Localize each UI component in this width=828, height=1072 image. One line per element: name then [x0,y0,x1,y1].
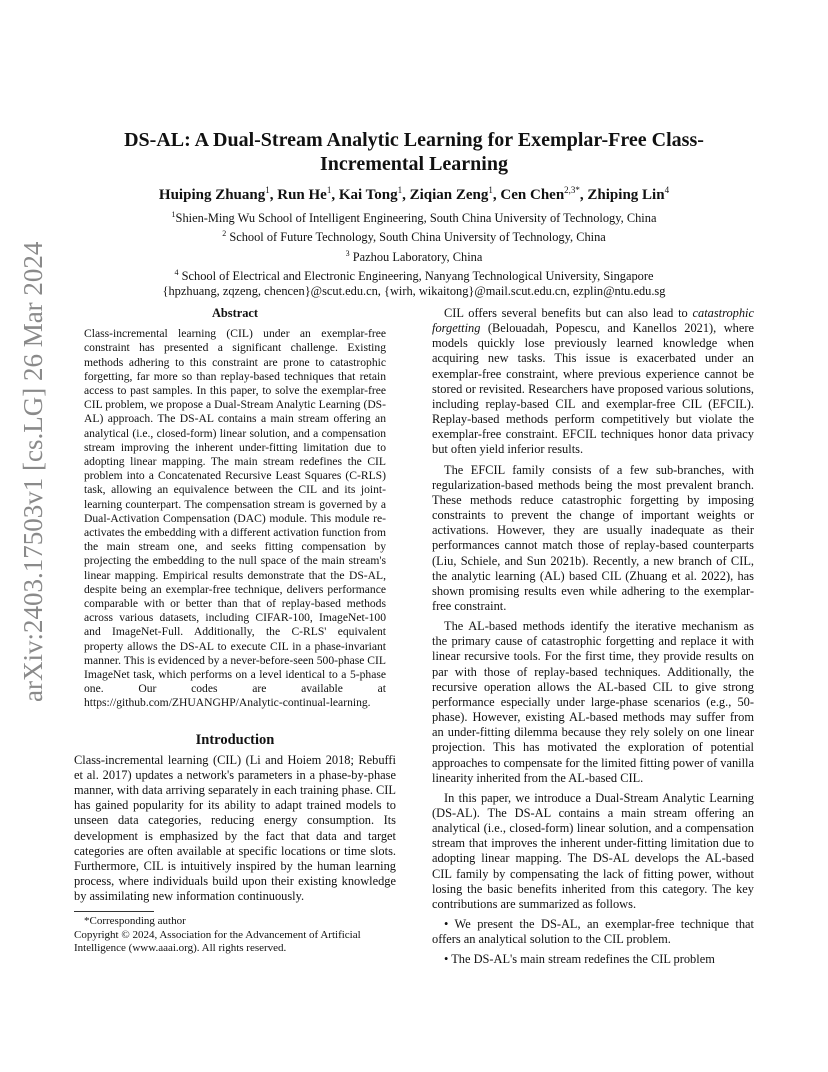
author-list: Huiping Zhuang$^1$, Run He$^1$, Kai Tong$^1$, Ziqian Zeng$^1$, Cen Chen$^{2,3*}$, Zhiping Lin$^4$ [158,185,670,203]
copyright-notice: Copyright © 2024, Association for the Advancement of Artificial Intelligence (www.aaai.org). All rights reserved. [74,928,361,955]
footnote-block [74,911,396,956]
introduction-heading: Introduction [195,731,275,748]
intro-paragraph: Class-incremental learning (CIL) (Li and Hoiem 2018; Rebuffi et al. 2017) updates a network's parameters in a phase-by-phase manner, with data arriving separately in each training phase. CIL has gained popularity for its ability to adapt trained models to unseen data categories, reducing energy consumption. Its development is emphasized by the fact that data and target categories are often available at specific locations or time slots. Furthermore, CIL is intuitively inspired by the human learning process, where individuals build upon their existing knowledge by assimilating new information continuously. [74,752,396,904]
author-affil-mark: 2,3* [564,185,580,195]
author: Run He [277,187,327,203]
author-affil-mark: 1 [488,185,493,195]
footnote-rule [74,911,154,912]
author: Kai Tong [338,187,398,203]
author-affil-mark: 1 [397,185,403,195]
author-affil-mark: 1 [265,185,270,195]
affiliation: $^3$ Pazhou Laboratory, China [345,248,483,264]
contribution-bullet: • The DS-AL's main stream redefines the CIL problem [444,952,715,967]
author-affil-mark: 4 [664,185,670,195]
author: Zhiping Lin [587,187,665,203]
corresponding-author-note: *Corresponding author [84,915,186,927]
body-paragraph: In this paper, we introduce a Dual-Stream Analytic Learning (DS-AL). The DS-AL contains a main stream offering an analytical (i.e., closed-form) linear solution, and a compensation stream that improves the inherent under-fitting limitation due to adopting linear mapping. The DS-AL develops the AL-based CIL family by compensating the lack of fitting power, without losing the basic benefits inherited from this category. The key contributions are summarized as follows. [432,790,754,911]
author: Ziqian Zeng [409,187,489,203]
body-paragraph: CIL offers several benefits but can also lead to catastrophic forgetting (Belouadah, Popescu, and Kanellos 2021), where models quickly lose previously learned knowledge when acquiring new tasks. This issue is exacerbated under an exemplar-free constraint, where previous experience cannot be stored or revisited. Researchers have proposed various solutions, including replay-based CIL and exemplar-free CIL (EFCIL). Replay-based methods perform competitively but violate the exemplar-free constraint. EFCIL techniques honor data privacy but often yield inferior results. [432,306,754,457]
affiliation: $^4$ School of Electrical and Electronic Engineering, Nanyang Technological University, Singapore [174,267,654,284]
abstract-text: Class-incremental learning (CIL) under an exemplar-free constraint has presented a significant challenge. Existing methods adhering to this constraint are prone to catastrophic forgetting, far more so than replay-based techniques that retain access to past samples. In this paper, to solve the exemplar-free CIL problem, we propose a Dual-Stream Analytic Learning (DS-AL) approach. The DS-AL contains a main stream offering an analytical (i.e., closed-form) linear solution, and a compensation stream improving the inherent under-fitting limitation due to adopting linear mapping. The main stream redefines the CIL problem into a Concatenated Recursive Least Squares (C-RLS) task, allowing an equivalence between the CIL and its joint-learning counterpart. The compensation stream is governed by a Dual-Activation Compensation (DAC) module. This module re-activates the embedding with a different activation function from the main stream one, and seeks fitting compensation by projecting the embedding to the null space of the main stream's linear mapping. Empirical results demonstrate that the DS-AL, despite being an exemplar-free technique, delivers performance comparable with or better than that of replay-based methods across various datasets, including CIFAR-100, ImageNet-100 and ImageNet-Full. Additionally, the C-RLS' equivalent property allows the DS-AL to execute CIL in a phase-invariant manner. This is evidenced by a never-before-seen 500-phase CIL ImageNet task, which performs on a level identical to a 5-phase one. Our codes are available at https://github.com/ZHUANGHP/Analytic-continual-learning. [84,327,386,710]
left-column [74,306,396,904]
paper-title: DS-AL: A Dual-Stream Analytic Learning for Exemplar-Free Class-Incremental Learning [124,129,704,175]
affiliation: $^1$Shien-Ming Wu School of Intelligent Engineering, South China University of Technology, China [171,210,657,226]
affiliations [74,207,754,300]
author-emails: {hpzhuang, zqzeng, chencen}@scut.edu.cn, {wirh, wikaitong}@mail.scut.edu.cn, ezplin@ntu.edu.sg [162,284,666,299]
author-affil-mark: 1 [326,185,332,195]
author: Huiping Zhuang [158,187,266,203]
body-paragraph: The EFCIL family consists of a few sub-branches, with regularization-based methods being the most prevalent branch. These methods reduce catastrophic forgetting by imposing constraints to prevent the change of important weights or activations. However, they are usually inadequate as their performances cannot match those of replay-based counterparts (Liu, Schiele, and Sun 2021b). Recently, a new branch of CIL, the analytic learning (AL) based CIL (Zhuang et al. 2022), has shown promising results even while adhering to the exemplar-free constraint. [432,462,754,613]
affiliation: $^2$ School of Future Technology, South China University of Technology, China [222,229,606,245]
abstract-heading: Abstract [211,306,259,320]
arxiv-sidebar [18,241,58,702]
arxiv-identifier: arXiv:2403.17503v1 [cs.LG] 26 Mar 2024 [18,241,48,702]
right-column [432,306,754,968]
author: Cen Chen [500,187,565,203]
contribution-bullet: • We present the DS-AL, an exemplar-free technique that offers an analytical solution to the CIL problem. [432,917,754,947]
body-paragraph: The AL-based methods identify the iterative mechanism as the primary cause of catastrophic forgetting and replace it with linear recursive tools. For the first time, they provide results on par with those of replay-based techniques. Additionally, the recursive operation allows the AL-based CIL to give strong performance especially under large-phase scenarios (e.g., 50-phase). However, existing AL-based methods may suffer from an under-fitting dilemma because they rely solely on one linear projection. This has motivated the exploration of potential approaches to compensate for the limited fitting power of vanilla linearity inherited from the AL-based CIL. [432,619,754,785]
